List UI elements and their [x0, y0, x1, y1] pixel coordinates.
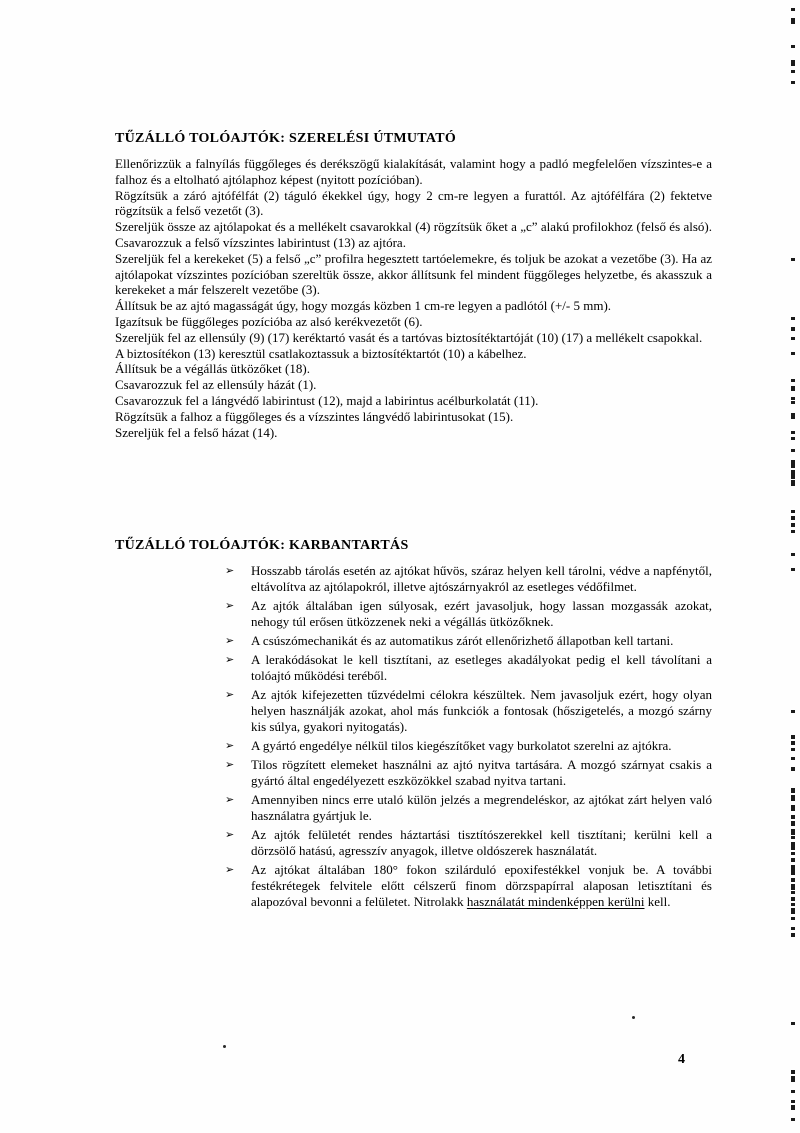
- edge-mark: [791, 480, 795, 486]
- maintenance-item-text: Az ajtókat általában 180° fokon szilárduló epoxifestékkel vonjuk be. A további festékrétegek felvitele előtt célszerű finom dörzspapírral alaposan letisztítani és alapozóval bevonni a felületet. Nitrolakk használatát mindenképpen kerülni kell.: [251, 862, 712, 909]
- arrowhead-bullet-icon: ➢: [225, 600, 235, 612]
- edge-mark: [791, 710, 795, 713]
- edge-mark: [791, 516, 795, 520]
- instruction-line: Állítsuk be a végállás ütközőket (18).: [115, 361, 310, 377]
- edge-mark: [791, 530, 795, 533]
- installation-section-title: TŰZÁLLÓ TOLÓAJTÓK: SZERELÉSI ÚTMUTATÓ: [115, 131, 457, 146]
- edge-mark: [791, 317, 795, 320]
- maintenance-item-text: Az ajtók általában igen súlyosak, ezért javasoljuk, hogy lassan mozgassák azokat, nehogy túl erősen ütközzenek neki a végállás ütközőknek.: [251, 598, 712, 629]
- edge-mark: [791, 510, 795, 513]
- instruction-line: Ellenőrizzük a falnyílás függőleges és derékszögű kialakítását, valamint hogy a padló megfelelően vízszintes-e a falhoz és a eltolható ajtólaphoz képest (nyitott pozícióban).: [115, 156, 712, 187]
- arrowhead-bullet-icon: ➢: [225, 864, 235, 876]
- edge-mark: [791, 829, 795, 835]
- edge-mark: [791, 741, 795, 745]
- edge-mark: [791, 523, 795, 527]
- edge-mark: [791, 568, 795, 571]
- arrowhead-bullet-icon: ➢: [225, 635, 235, 647]
- edge-mark: [791, 337, 795, 340]
- edge-mark: [791, 327, 795, 331]
- arrowhead-bullet-icon: ➢: [225, 565, 235, 577]
- edge-mark: [791, 553, 795, 556]
- edge-mark: [791, 748, 795, 751]
- edge-mark: [791, 767, 795, 771]
- instruction-line: Csavarozzuk fel a lángvédő labirintust (12), majd a labirintus acélburkolatát (11).: [115, 392, 539, 408]
- edge-mark: [791, 45, 795, 48]
- instruction-line: Szereljük fel a felső házat (14).: [115, 424, 278, 440]
- edge-mark: [791, 60, 795, 66]
- maintenance-item-text: A csúszómechanikát és az automatikus zárót ellenőrizhető állapotban kell tartani.: [251, 633, 674, 648]
- edge-mark: [791, 449, 795, 452]
- edge-mark: [791, 352, 795, 355]
- edge-mark: [791, 858, 795, 862]
- maintenance-item: [225, 598, 712, 630]
- edge-mark: [791, 81, 795, 84]
- instruction-line: A biztosítékon (13) keresztül csatlakoztassuk a biztosítéktartót (10) a kábelhez.: [115, 345, 527, 361]
- arrowhead-bullet-icon: ➢: [225, 759, 235, 771]
- edge-mark: [791, 917, 795, 920]
- edge-mark: [791, 397, 795, 400]
- maintenance-item: [225, 687, 712, 735]
- edge-mark: [791, 836, 795, 839]
- instruction-line: Igazítsuk be függőleges pozícióba az alsó kerékvezetőt (6).: [115, 313, 423, 329]
- edge-mark: [791, 735, 795, 739]
- edge-mark: [791, 891, 795, 894]
- edge-mark: [791, 933, 795, 937]
- edge-mark: [791, 1090, 795, 1093]
- edge-mark: [791, 258, 795, 261]
- maintenance-item: [225, 563, 712, 595]
- edge-mark: [791, 1070, 795, 1074]
- installation-instructions-block: [115, 156, 712, 440]
- edge-mark: [791, 18, 795, 24]
- maintenance-section-title: TŰZÁLLÓ TOLÓAJTÓK: KARBANTARTÁS: [115, 538, 409, 553]
- edge-mark: [791, 795, 795, 801]
- instruction-line: Rögzítsük a záró ajtófélfát (2) táguló ékekkel úgy, hogy 2 cm-re legyen a furattól. Az ajtófélfára (2) fektetve rögzítsük a felső vezetőt (3).: [115, 187, 712, 219]
- maintenance-item-text: Az ajtók felületét rendes háztartási tisztítószerekkel kell tisztítani; kerülni kell a dörzsölő hatású, agresszív anyagok, illetve oldószerek használatát.: [251, 827, 712, 858]
- edge-mark: [791, 1076, 795, 1082]
- maintenance-item-text: A gyártó engedélye nélkül tilos kiegészítőket vagy burkolatot szerelni az ajtókra.: [251, 738, 672, 753]
- instruction-line: Rögzítsük a falhoz a függőleges és a vízszintes lángvédő labirintusokat (15).: [115, 408, 514, 424]
- maintenance-item: [225, 862, 712, 910]
- edge-mark: [791, 70, 795, 73]
- arrowhead-bullet-icon: ➢: [225, 654, 235, 666]
- edge-mark: [791, 927, 795, 930]
- instruction-line: Állítsuk be az ajtó magasságát úgy, hogy mozgás közben 1 cm-re legyen a padlótól (+/- 5 mm).: [115, 298, 612, 314]
- edge-mark: [791, 757, 795, 760]
- instruction-line: Szereljük fel a kerekeket (5) a felső „c” profilra hegesztett tartóelemekre, és toljuk be azokat a vezetőbe (3). Ha az ajtólapokat vízszintes pozícióban szereltük össze, akkor állítsunk fel mindent függőleges helyzetbe, és akasszuk a kerekeket a már felszerelt vezetőbe (3).: [115, 250, 712, 298]
- edge-mark: [791, 1022, 795, 1025]
- instruction-line: Szereljük össze az ajtólapokat és a mellékelt csavarokkal (4) rögzítsük őket a „c” alakú profilokhoz (felső és alsó). Csavarozzuk a felső vízszintes labirintust (13) az ajtóra.: [115, 219, 712, 250]
- edge-mark: [791, 460, 795, 468]
- maintenance-item-text: A lerakódásokat le kell tisztítani, az esetleges akadályokat pedig el kell távolítani a tolóajtó működési teréből.: [251, 652, 712, 683]
- instruction-line: Szereljük fel az ellensúly (9) (17) keréktartó vasát és a tartóvas biztosítéktartóját (10) (17) a mellékelt csapokkal.: [115, 329, 703, 345]
- maintenance-item-text: Hosszabb tárolás esetén az ajtókat hűvös, száraz helyen kell tárolni, védve a napfénytől, eltávolítva az ajtólapokról, illetve ajtószárnyakról az esetleges védőfilmet.: [251, 563, 712, 594]
- speck: [223, 1045, 226, 1048]
- speck: [632, 1016, 635, 1019]
- maintenance-item: [225, 738, 712, 754]
- arrowhead-bullet-icon: ➢: [225, 689, 235, 701]
- edge-mark: [791, 413, 795, 419]
- maintenance-item-text: Amennyiben nincs erre utaló külön jelzés a megrendeléskor, az ajtókat zárt helyen való használatra gyártjuk le.: [251, 792, 712, 823]
- maintenance-item-text: Az ajtók kifejezetten tűzvédelmi célokra készültek. Nem javasoljuk ezért, hogy olyan helyen használják azokat, ahol más funkciók a fontosak (hőszigetelés, a mozgó szárny kis súlya, gyakori nyitogatás).: [251, 687, 712, 734]
- edge-mark: [791, 805, 795, 811]
- edge-mark: [791, 821, 795, 826]
- edge-mark: [791, 431, 795, 434]
- arrowhead-bullet-icon: ➢: [225, 740, 235, 752]
- maintenance-item: [225, 792, 712, 824]
- maintenance-bullet-list: [115, 563, 712, 913]
- edge-mark: [791, 897, 795, 901]
- edge-mark: [791, 1105, 795, 1110]
- edge-mark: [791, 401, 795, 404]
- edge-mark: [791, 1118, 795, 1121]
- edge-mark: [791, 903, 795, 906]
- maintenance-item: [225, 757, 712, 789]
- edge-mark: [791, 470, 795, 479]
- edge-mark: [791, 386, 795, 391]
- arrowhead-bullet-icon: ➢: [225, 794, 235, 806]
- maintenance-item: [225, 652, 712, 684]
- edge-mark: [791, 8, 795, 11]
- instruction-line: Csavarozzuk fel az ellensúly házát (1).: [115, 377, 317, 393]
- edge-mark: [791, 878, 795, 882]
- maintenance-item: [225, 827, 712, 859]
- maintenance-item: [225, 633, 712, 649]
- edge-mark: [791, 815, 795, 819]
- page-number: 4: [678, 1052, 685, 1067]
- edge-mark: [791, 842, 795, 850]
- edge-mark: [791, 379, 795, 382]
- edge-mark: [791, 852, 795, 855]
- edge-mark: [791, 884, 795, 890]
- edge-mark: [791, 872, 795, 875]
- edge-mark: [791, 908, 795, 914]
- edge-mark: [791, 1100, 795, 1103]
- maintenance-item-text: Tilos rögzített elemeket használni az ajtó nyitva tartására. A mozgó szárnyat csakis a gyártó által engedélyezett eszközökkel szabad nyitva tartani.: [251, 757, 712, 788]
- arrowhead-bullet-icon: ➢: [225, 829, 235, 841]
- edge-mark: [791, 788, 795, 793]
- edge-mark: [791, 437, 795, 440]
